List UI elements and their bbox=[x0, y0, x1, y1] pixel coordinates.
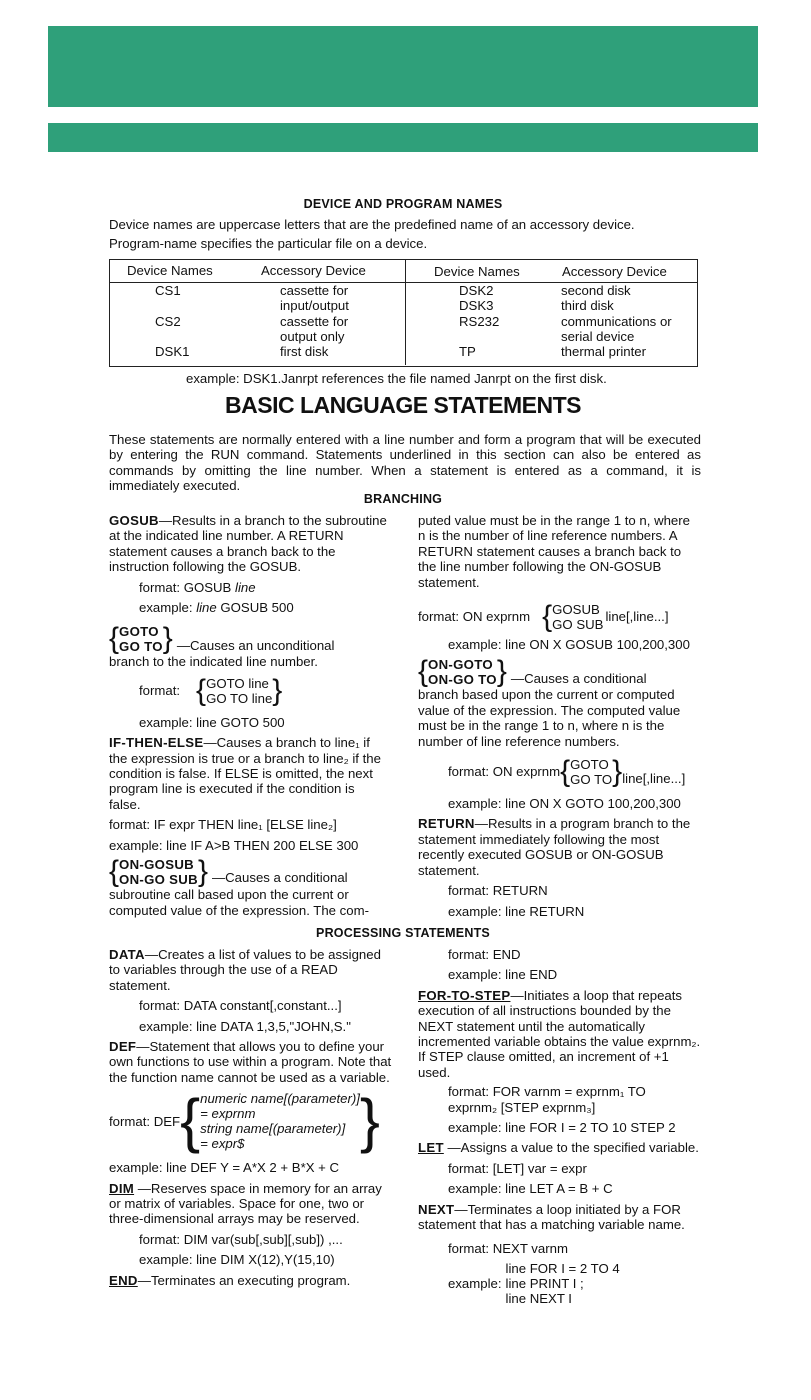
table-cell: TP bbox=[459, 344, 476, 360]
for-example: example: line FOR I = 2 TO 10 STEP 2 bbox=[448, 1120, 676, 1136]
gosub-text: —Results in a branch to the subroutine at the indicated line number. A RETURN statement causes a branch back to the instruction following the GOSUB. bbox=[109, 513, 387, 575]
table-cell: communications or bbox=[561, 313, 672, 329]
table-cell: DSK1 bbox=[155, 344, 190, 360]
next-format: format: NEXT varnm bbox=[448, 1240, 568, 1256]
ongoto-tail: line[,line...] bbox=[622, 771, 686, 787]
table-cell: DSK3 bbox=[459, 298, 494, 314]
dim-keyword: DIM bbox=[109, 1180, 135, 1196]
right-desc-col bbox=[561, 283, 672, 359]
def-text: —Statement that allows you to define your own functions to use within a program. Note that the function name cannot be used as a variable. bbox=[109, 1039, 392, 1085]
brace-close-icon: } bbox=[272, 673, 283, 707]
brace-open-icon: { bbox=[109, 622, 120, 656]
goto-example: example: line GOTO 500 bbox=[139, 714, 285, 730]
end-text: —Terminates an executing program. bbox=[137, 1272, 351, 1288]
right-header-device: Accessory Device bbox=[562, 264, 667, 279]
header-band-top bbox=[48, 26, 758, 107]
gosub-example-rest: GOSUB 500 bbox=[220, 600, 294, 616]
header-band-bottom bbox=[48, 123, 758, 152]
brace-close-icon: } bbox=[496, 655, 507, 689]
processing-left-column bbox=[109, 947, 394, 1292]
ongosub-text-lead: —Causes a conditional bbox=[211, 870, 348, 886]
table-cell: cassette for bbox=[280, 313, 349, 329]
goto-keyword-alt: GO TO bbox=[119, 639, 163, 655]
ongoto-example: example: line ON X GOTO 100,200,300 bbox=[448, 796, 681, 812]
gosub-example-arg: line bbox=[196, 600, 217, 616]
left-names-col bbox=[155, 283, 189, 359]
goto-text-lead: —Causes an unconditional bbox=[176, 637, 335, 653]
ifte-format: format: IF expr THEN line₁ [ELSE line₂] bbox=[109, 817, 337, 833]
device-line1: Device names are uppercase letters that are the predefined name of an accessory device. bbox=[109, 217, 635, 232]
for-format-line2: exprnm₂ [STEP exprnm₃] bbox=[448, 1099, 596, 1115]
ongosub-text: subroutine call based upon the current or computed value of the expression. The com- bbox=[109, 887, 369, 918]
table-cell: first disk bbox=[280, 344, 329, 360]
brace-open-icon: { bbox=[109, 855, 120, 889]
table-cell: CS1 bbox=[155, 283, 181, 298]
brace-open-icon: { bbox=[542, 600, 553, 634]
for-keyword: FOR-TO-STEP bbox=[418, 987, 511, 1003]
brace-close-icon: } bbox=[612, 755, 623, 789]
brace-open-icon: { bbox=[560, 755, 571, 789]
right-names-col bbox=[459, 283, 499, 359]
device-heading: DEVICE AND PROGRAM NAMES bbox=[303, 197, 503, 211]
table-cell: second disk bbox=[561, 283, 631, 298]
ongoto-keyword: ON-GOTO bbox=[428, 657, 493, 673]
ongosub-tail: line[,line...] bbox=[605, 609, 669, 625]
page-title: BASIC LANGUAGE STATEMENTS bbox=[225, 392, 581, 418]
return-format: format: RETURN bbox=[448, 883, 548, 899]
data-example: example: line DATA 1,3,5,"JOHN,S." bbox=[139, 1018, 351, 1034]
table-cell: RS232 bbox=[459, 313, 500, 329]
ongosub-format: format: ON exprnm bbox=[418, 609, 531, 625]
table-cell: DSK2 bbox=[459, 283, 494, 298]
gosub-example: example: bbox=[139, 600, 193, 616]
processing-heading: PROCESSING STATEMENTS bbox=[316, 926, 490, 940]
next-example-label: example: bbox=[448, 1275, 502, 1291]
device-line2: Program-name specifies the particular file on a device. bbox=[109, 236, 428, 251]
return-text: —Results in a program branch to the statement immediately following the most recently executed GOSUB or ON-GOSUB statement. bbox=[418, 816, 691, 878]
ifte-text: —Causes a branch to line₁ if the expression is true or a branch to line₂ if the condition is false. If ELSE is omitted, the next program line is executed if the condition is false. bbox=[109, 735, 381, 812]
table-cell: third disk bbox=[561, 298, 614, 314]
goto-keyword: GOTO bbox=[119, 624, 159, 640]
goto-format: format: bbox=[139, 683, 181, 699]
next-text: —Terminates a loop initiated by a FOR statement that has a matching variable name. bbox=[418, 1201, 685, 1233]
ongosub-keyword-alt: ON-GO SUB bbox=[119, 872, 198, 888]
table-cell: output only bbox=[280, 328, 345, 344]
goto-format-opt1: GOTO line bbox=[206, 675, 269, 691]
ifte-keyword: IF-THEN-ELSE bbox=[109, 735, 204, 751]
next-example-line2: line PRINT I ; bbox=[505, 1275, 584, 1291]
left-header-device: Accessory Device bbox=[261, 263, 366, 278]
ongosub-example: example: line ON X GOSUB 100,200,300 bbox=[448, 637, 690, 653]
device-table-divider bbox=[405, 259, 406, 365]
brace-close-icon: } bbox=[162, 622, 173, 656]
table-cell: serial device bbox=[561, 328, 635, 344]
left-header-names: Device Names bbox=[127, 263, 213, 278]
ongoto-format: format: ON exprnm bbox=[448, 764, 561, 780]
brace-close-icon: } bbox=[359, 1087, 380, 1155]
table-cell: cassette for bbox=[280, 283, 349, 298]
brace-open-icon: { bbox=[196, 673, 207, 707]
dim-example: example: line DIM X(12),Y(15,10) bbox=[139, 1252, 335, 1268]
def-opt2: = exprnm bbox=[200, 1106, 256, 1122]
table-cell: input/output bbox=[280, 298, 349, 314]
def-format: format: DEF bbox=[109, 1113, 181, 1129]
end-format: format: END bbox=[448, 947, 521, 962]
dim-format: format: DIM var(sub[,sub][,sub]) ,... bbox=[139, 1231, 343, 1247]
branching-right-column bbox=[418, 513, 700, 924]
intro-paragraph: These statements are normally entered with a line number and form a program that will be executed by entering the RUN command. Statements underlined in this section can also be entered as commands by omitting the line number. When a statement is entered as a command, it is immediately executed. bbox=[109, 432, 701, 494]
def-keyword: DEF bbox=[109, 1039, 137, 1055]
ongoto-text: branch based upon the current or computed value of the expression. The computed value must be in the range 1 to n, where n is the number of line reference numbers. bbox=[418, 687, 681, 749]
data-keyword: DATA bbox=[109, 947, 145, 962]
return-keyword: RETURN bbox=[418, 816, 475, 832]
processing-right-column bbox=[418, 947, 703, 1306]
ongoto-opt2: GO TO bbox=[570, 772, 613, 788]
device-example: example: DSK1.Janrpt references the file named Janrpt on the first disk. bbox=[186, 371, 607, 386]
table-cell: thermal printer bbox=[561, 344, 647, 360]
next-example-line3: line NEXT I bbox=[505, 1290, 572, 1306]
goto-text: branch to the indicated line number. bbox=[109, 654, 318, 670]
branching-left-column bbox=[109, 513, 389, 918]
ifte-example: example: line IF A>B THEN 200 ELSE 300 bbox=[109, 837, 359, 853]
gosub-format: format: GOSUB bbox=[139, 579, 232, 595]
left-desc-col bbox=[280, 283, 349, 359]
for-format-line1: format: FOR varnm = exprnm₁ TO bbox=[448, 1084, 646, 1100]
ongoto-text-lead: —Causes a conditional bbox=[510, 670, 647, 686]
brace-close-icon: } bbox=[197, 855, 208, 889]
let-text: —Assigns a value to the specified variable. bbox=[443, 1140, 699, 1156]
branching-heading: BRANCHING bbox=[363, 492, 443, 506]
let-keyword: LET bbox=[418, 1140, 444, 1156]
gosub-format-arg: line bbox=[235, 579, 256, 595]
next-example-line1: line FOR I = 2 TO 4 bbox=[505, 1260, 620, 1276]
brace-open-icon: { bbox=[180, 1087, 201, 1155]
brace-open-icon: { bbox=[418, 655, 429, 689]
def-example: example: line DEF Y = A*X 2 + B*X + C bbox=[109, 1160, 340, 1176]
next-keyword: NEXT bbox=[418, 1201, 455, 1217]
data-text: —Creates a list of values to be assigned to variables through the use of a READ statement. bbox=[109, 947, 381, 993]
right-header-names: Device Names bbox=[434, 264, 520, 279]
data-format: format: DATA constant[,constant...] bbox=[139, 998, 342, 1014]
return-example: example: line RETURN bbox=[448, 903, 585, 919]
let-format: format: [LET] var = expr bbox=[448, 1160, 587, 1176]
let-example: example: line LET A = B + C bbox=[448, 1181, 613, 1197]
ongosub-opt1: GOSUB bbox=[552, 602, 600, 618]
end-example: example: line END bbox=[448, 967, 558, 983]
dim-text: —Reserves space in memory for an array or matrix of variables. Space for one, two or three-dimensional arrays may be reserved. bbox=[109, 1180, 382, 1227]
gosub-keyword: GOSUB bbox=[109, 513, 159, 528]
table-cell: CS2 bbox=[155, 313, 181, 329]
def-opt1: numeric name[(parameter)] bbox=[200, 1091, 360, 1107]
end-keyword: END bbox=[109, 1272, 138, 1288]
ongoto-keyword-alt: ON-GO TO bbox=[428, 672, 497, 688]
goto-format-opt2: GO TO line bbox=[206, 690, 273, 706]
ongosub-text-cont: puted value must be in the range 1 to n, where n is the number of line reference numbers. A RETURN statement causes a branch back to the line number following the ON-GOSUB statement. bbox=[418, 513, 690, 590]
ongosub-keyword: ON-GOSUB bbox=[119, 857, 194, 873]
def-opt4: = expr$ bbox=[200, 1136, 245, 1152]
def-opt3: string name[(parameter)] bbox=[200, 1121, 346, 1137]
for-text: —Initiates a loop that repeats execution of all instructions bounded by the NEXT statement until the automatically incremented variable obtains the value exprnm₂. If STEP clause omitted, an increment of +1 used. bbox=[418, 987, 701, 1080]
ongosub-opt2: GO SUB bbox=[552, 617, 604, 633]
ongoto-opt1: GOTO bbox=[570, 757, 609, 773]
